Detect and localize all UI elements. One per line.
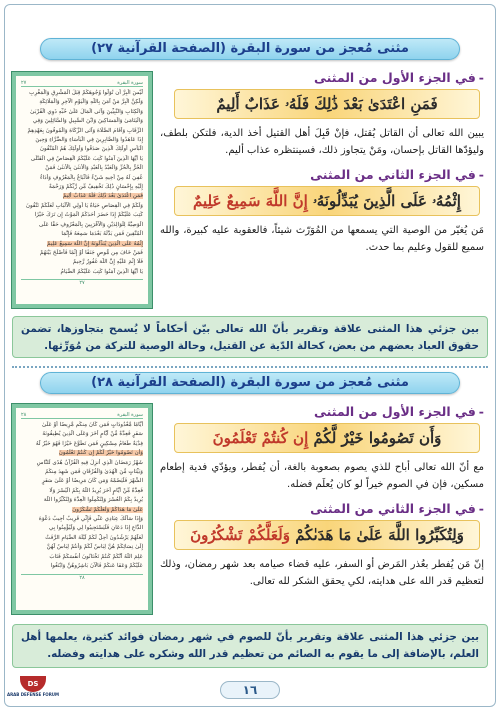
mushaf-line: الْحُرُّ بِالْحُرِّ وَالْعَبْدُ بِالْعَبْدِ وَالْأُنثَىٰ بِالْأُنثَىٰ فَمَنْ (45, 165, 143, 172)
mushaf-line: وَإِذَا سَأَلَكَ عِبَادِي عَنِّي فَإِنِّي قَرِيبٌ أُجِيبُ دَعْوَةَ (38, 516, 143, 523)
section-2-part-1-explanation: مع أنّ الله تعالى أباح للذي يصوم بصعوبة بالغة، أن يُفطر، ويؤدّي فدية إطعام مسكين، فإن في الصوم خيراً لو كان يُعلَم فضله. (160, 462, 484, 490)
mushaf-line: عَلَيْكُمْ وَعَفَا عَنكُمْ فَالْآنَ بَاشِرُوهُنَّ وَابْتَغُوا (50, 563, 143, 570)
section-1-part-1-verse: فَمَنِ اعْتَدَىٰ بَعْدَ ذَٰلِكَ فَلَهُۥ عَذَابٌ أَلِيمٌ (174, 89, 480, 119)
mushaf-page-28 (12, 404, 152, 614)
mushaf-line: وَأَن تَصُومُوا خَيْرٌ لَّكُمْ إِن كُنتُمْ تَعْلَمُونَ (58, 450, 143, 457)
mushaf-line: وَالْكِتَابِ وَالنَّبِيِّينَ وَآتَى الْمَالَ عَلَىٰ حُبِّهِ ذَوِي الْقُرْبَىٰ (30, 108, 143, 115)
mushaf-line: إِثْمُهُ عَلَى الَّذِينَ يُبَدِّلُونَهُ إِنَّ اللَّهَ سَمِيعٌ عَلِيمٌ (47, 240, 143, 247)
mushaf-header (21, 80, 143, 87)
mushaf-line: أَيَّامًا مَّعْدُودَاتٍ فَمَن كَانَ مِنكُم مَّرِيضًا أَوْ عَلَىٰ (41, 422, 143, 428)
verse-text-b: إِن كُنتُمْ تَعْلَمُونَ (212, 429, 309, 447)
section-1-banner: مثنى مُعجز من سورة البقرة (الصفحة القرآنية ٢٧) (40, 38, 460, 60)
section-2-summary: بين جزئي هذا المثنى علاقة وتقرير بأنّ للصوم في شهر رمضان فوائد كثيرة، يعلمها أهل العلم، بالإضافة إلى ما يقوم به الصائم من تعظيم قدر الله وشكره على هدايته وفضله. (12, 624, 488, 668)
section-1-content (158, 70, 486, 256)
mushaf-line: يَا أَيُّهَا الَّذِينَ آمَنُوا كُتِبَ عَلَيْكُمُ الْقِصَاصُ فِي الْقَتْلَى (30, 155, 143, 162)
mushaf-line: الدَّاعِ إِذَا دَعَانِ فَلْيَسْتَجِيبُوا لِي وَلْيُؤْمِنُوا بِي (48, 525, 143, 532)
section-2-part-2-explanation: إنّ مَن يُفطر بعُذر المَرض أو السفر، عليه قضاء صيامه بعد شهر رمضان، وذلك لتعظيم قدر الله على هدايته، لكي يحقق الشكر لله تعالى. (160, 559, 484, 587)
verse-text-b: إِنَّ اللَّهَ سَمِيعٌ عَلِيمٌ (193, 192, 308, 210)
section-2-part-1-verse (174, 423, 480, 453)
mushaf-line: الْمُتَّقِينَ فَمَن بَدَّلَهُ بَعْدَمَا سَمِعَهُ فَإِنَّمَا (61, 231, 143, 238)
mushaf-line: فَمَنِ اعْتَدَىٰ بَعْدَ ذَٰلِكَ فَلَهُ عَذَابٌ أَلِيمٌ (62, 193, 143, 200)
section-1-part-1-explanation: يبين الله تعالى أن القاتل يُقتل، فإنْ قَبِلَ أهل القتيل أخذ الدية، فلتكن بلطف، وليؤدّها القاتل بإحسان، ومَنْ يتجاوز ذلك، فسينتظره عذاب أليم. (160, 128, 484, 156)
section-2-part-2-heading: -في الجزء الثاني من المثنى (310, 501, 484, 516)
mushaf-page-number: ٢٧ (21, 80, 27, 86)
section-1-part-2-explanation: مَن يُغيّر من الوصية التي يسمعها من المُوَرّث شيئاً، فالعقوبة عليه كبيرة، والله سميع للقول وعليم بما حدث. (160, 225, 484, 253)
mushaf-line: شَهْرُ رَمَضَانَ الَّذِي أُنزِلَ فِيهِ الْقُرْآنُ هُدًى لِّلنَّاسِ (36, 459, 143, 466)
mushaf-line: الْوَصِيَّةُ لِلْوَالِدَيْنِ وَالْأَقْرَبِينَ بِالْمَعْرُوفِ حَقًّا عَلَى (39, 221, 143, 228)
mushaf-line: فَعِدَّةٌ مِّنْ أَيَّامٍ أُخَرَ يُرِيدُ اللَّهُ بِكُمُ الْيُسْرَ وَلَا (49, 487, 143, 494)
mushaf-line: وَالْيَتَامَىٰ وَالْمَسَاكِينَ وَابْنَ السَّبِيلِ وَالسَّائِلِينَ وَفِي (32, 118, 143, 125)
shield-icon: DS (20, 676, 46, 692)
mushaf-line: إِذَا عَاهَدُوا وَالصَّابِرِينَ فِي الْبَأْسَاءِ وَالضَّرَّاءِ وَحِينَ (35, 137, 143, 144)
mushaf-footer: ٢٨ (21, 574, 143, 581)
mushaf-line: لَّيْسَ الْبِرَّ أَن تُوَلُّوا وُجُوهَكُمْ قِبَلَ الْمَشْرِقِ وَالْمَغْرِبِ (29, 90, 143, 96)
mushaf-page-number: ٢٨ (21, 412, 27, 418)
mushaf-line: وَلَكُمْ فِي الْقِصَاصِ حَيَاةٌ يَا أُولِي الْأَلْبَابِ لَعَلَّكُمْ تَتَّقُونَ (25, 202, 143, 209)
mushaf-line: إِلَىٰ نِسَائِكُمْ هُنَّ لِبَاسٌ لَّكُمْ وَأَنتُمْ لِبَاسٌ لَّهُنَّ (46, 544, 143, 551)
verse-text-a: وَلِتُكَبِّرُوا اللَّهَ عَلَىٰ مَا هَدَىٰكُمْ (295, 526, 464, 544)
verse-text-b: وَلَعَلَّكُمْ تَشْكُرُونَ (190, 526, 290, 544)
mushaf-header (21, 412, 143, 419)
mushaf-line: الشَّهْرَ فَلْيَصُمْهُ وَمَن كَانَ مَرِيضًا أَوْ عَلَىٰ سَفَرٍ (42, 478, 143, 485)
section-1-part-2-heading: -في الجزء الثاني من المثنى (310, 167, 484, 182)
section-2-part-1-heading: -في الجزء الأول من المثنى (313, 404, 484, 419)
section-divider (12, 366, 488, 368)
mushaf-surah-name: سورة البقرة (117, 80, 143, 86)
mushaf-line: لَعَلَّهُمْ يَرْشُدُونَ أُحِلَّ لَكُمْ لَيْلَةَ الصِّيَامِ الرَّفَثُ (45, 534, 143, 541)
section-1-part-2-verse (174, 186, 480, 216)
mushaf-page-27 (12, 72, 152, 308)
mushaf-footer: ٢٧ (21, 279, 143, 286)
mushaf-line: وَبَيِّنَاتٍ مِّنَ الْهُدَىٰ وَالْفُرْقَانِ فَمَن شَهِدَ مِنكُمُ (45, 469, 143, 476)
mushaf-line: سَفَرٍ فَعِدَّةٌ مِّنْ أَيَّامٍ أُخَرَ وَعَلَى الَّذِينَ يُطِيقُونَهُ (42, 431, 143, 438)
mushaf-lines (21, 89, 143, 277)
mushaf-line: الرِّقَابِ وَأَقَامَ الصَّلَاةَ وَآتَى الزَّكَاةَ وَالْمُوفُونَ بِعَهْدِهِمْ (27, 127, 143, 134)
mushaf-line: عَلِمَ اللَّهُ أَنَّكُمْ كُنتُمْ تَخْتَانُونَ أَنفُسَكُمْ فَتَابَ (49, 553, 143, 560)
page-number: ١٦ (220, 681, 280, 699)
mushaf-line: فَمَنْ خَافَ مِن مُّوصٍ جَنَفًا أَوْ إِثْمًا فَأَصْلَحَ بَيْنَهُمْ (39, 249, 143, 256)
mushaf-line: يُرِيدُ بِكُمُ الْعُسْرَ وَلِتُكْمِلُوا الْعِدَّةَ وَلِتُكَبِّرُوا اللَّهَ (43, 497, 143, 504)
verse-text-a: وَأَن تَصُومُوا خَيْرٌ لَّكُمْ (313, 429, 442, 447)
mushaf-line: فَلَا إِثْمَ عَلَيْهِ إِنَّ اللَّهَ غَفُورٌ رَّحِيمٌ (72, 259, 143, 266)
mushaf-line: يَا أَيُّهَا الَّذِينَ آمَنُوا كُتِبَ عَلَيْكُمُ الصِّيَامُ (60, 268, 143, 275)
forum-logo (6, 676, 60, 706)
mushaf-line: الْبَأْسِ أُولَٰئِكَ الَّذِينَ صَدَقُوا وَأُولَٰئِكَ هُمُ الْمُتَّقُونَ (39, 146, 143, 153)
mushaf-line: فِدْيَةٌ طَعَامُ مِسْكِينٍ فَمَن تَطَوَّعَ خَيْرًا فَهُوَ خَيْرٌ لَّهُ (35, 440, 143, 447)
mushaf-line: عَلَىٰ مَا هَدَاكُمْ وَلَعَلَّكُمْ تَشْكُرُونَ (72, 506, 143, 513)
mushaf-line: وَلَٰكِنَّ الْبِرَّ مَنْ آمَنَ بِاللَّهِ وَالْيَوْمِ الْآخِرِ وَالْمَلَائِكَةِ (39, 99, 143, 106)
section-1-part-1-heading: -في الجزء الأول من المثنى (313, 70, 484, 85)
mushaf-line: عُفِيَ لَهُ مِنْ أَخِيهِ شَيْءٌ فَاتِّبَاعٌ بِالْمَعْرُوفِ وَأَدَاءٌ (40, 174, 143, 181)
logo-text: ARAB DEFENSE FORUM (6, 692, 60, 697)
section-2-content (158, 404, 486, 590)
mushaf-lines (21, 421, 143, 572)
section-1-summary: بين جزئي هذا المثنى علاقة وتقرير بأنّ الله تعالى بيّن أحكاماً لا يُسمح بتجاوزها، تضمن حقوق العباد بعضهم من بعض، كحالة الدّية عن القتيل، وحالة الوصية للتركة من مُوَرِّثها. (12, 316, 488, 358)
section-2-banner: مثنى مُعجز من سورة البقرة (الصفحة القرآنية ٢٨) (40, 372, 460, 394)
section-2-part-2-verse (174, 520, 480, 550)
verse-text-a: إِثْمُهُۥ عَلَى الَّذِينَ يُبَدِّلُونَهُۥ (313, 192, 461, 210)
mushaf-line: إِلَيْهِ بِإِحْسَانٍ ذَٰلِكَ تَخْفِيفٌ مِّن رَّبِّكُمْ وَرَحْمَةٌ (49, 184, 143, 191)
mushaf-surah-name: سورة البقرة (117, 412, 143, 418)
mushaf-line: كُتِبَ عَلَيْكُمْ إِذَا حَضَرَ أَحَدَكُمُ الْمَوْتُ إِن تَرَكَ خَيْرًا (34, 212, 143, 219)
